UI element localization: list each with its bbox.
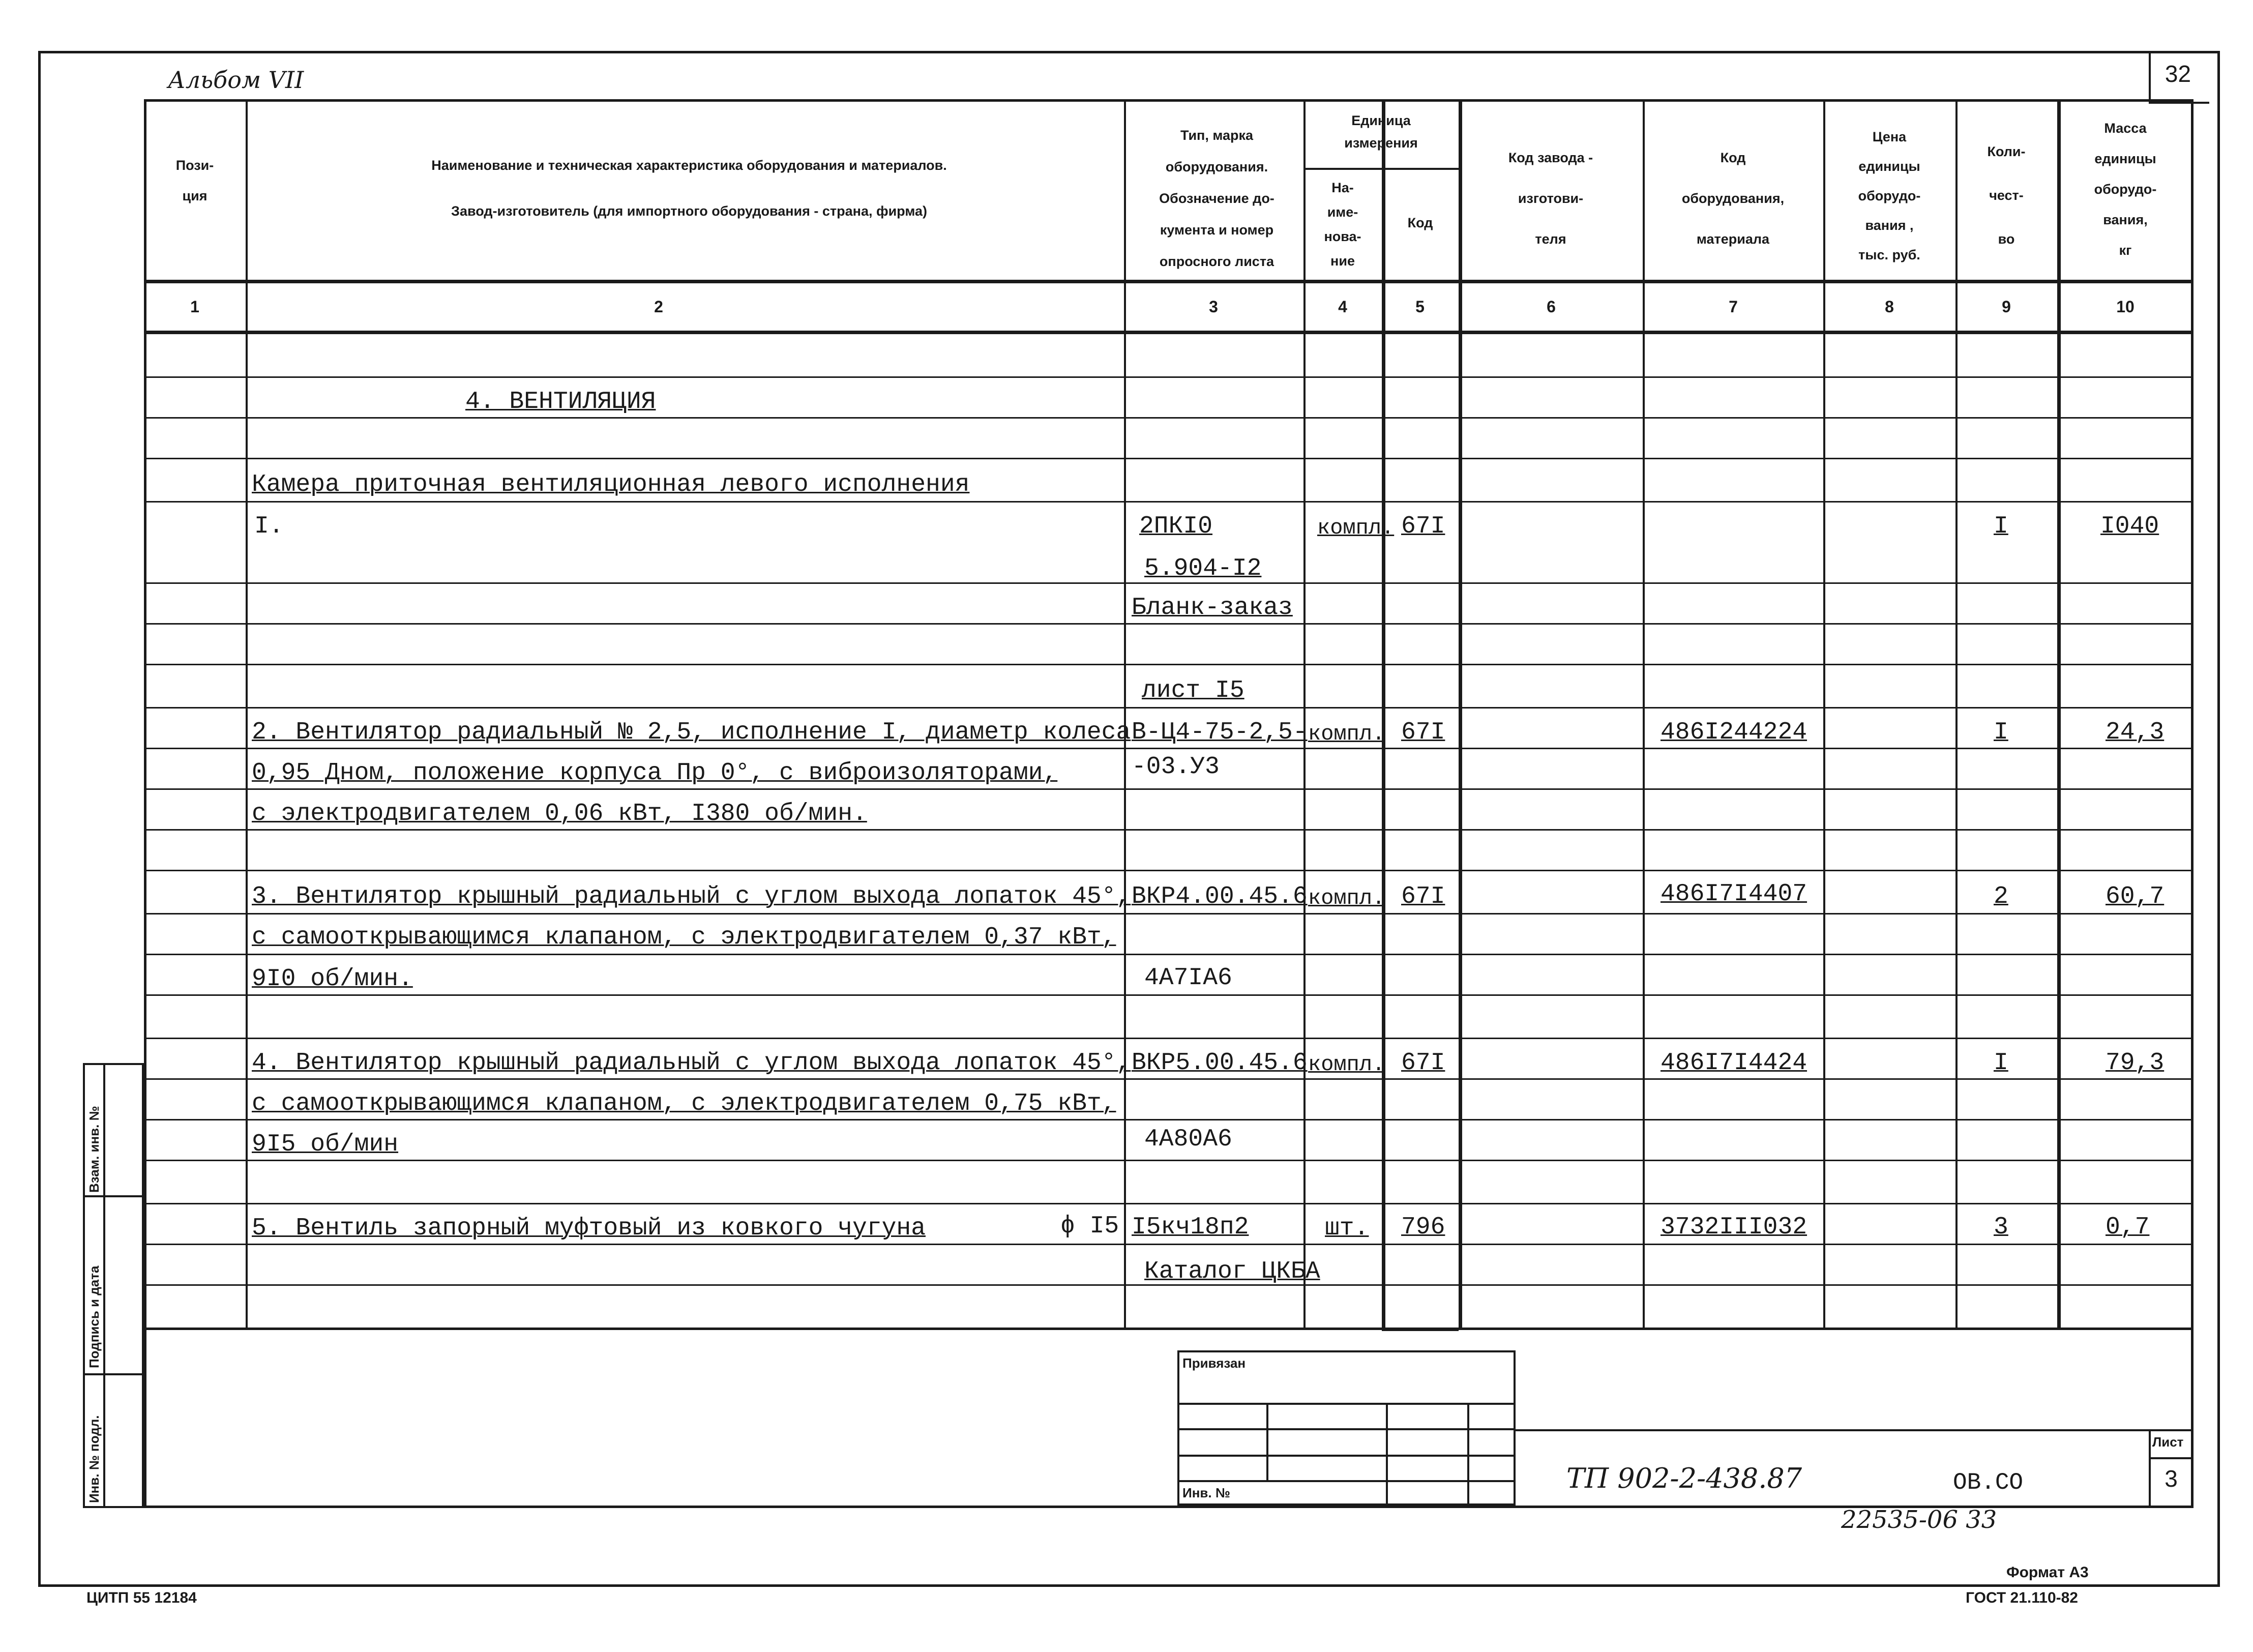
column-number-7: 7 (1729, 298, 1738, 316)
footer-left: ЦИТП 55 12184 (86, 1589, 197, 1606)
item-1-quantity: I (1994, 513, 2008, 540)
column-number-4: 4 (1338, 298, 1347, 316)
privyazan-label: Привязан (1182, 1355, 1246, 1371)
item-4-equipment-code: 486I7I4424 (1661, 1049, 1807, 1077)
column-number-8: 8 (1885, 298, 1894, 316)
item-5-quantity: 3 (1994, 1214, 2008, 1241)
item-1-name: Камера приточная вентиляционная левого исполнения (252, 471, 970, 498)
item-5-equipment-code: 3732III032 (1661, 1214, 1807, 1241)
column-number-5: 5 (1415, 298, 1425, 316)
column-number-9: 9 (2002, 298, 2011, 316)
header-unit-code: Код (1407, 215, 1433, 230)
item-4-unit: компл. (1308, 1052, 1385, 1077)
item-4-type-2: 4А80А6 (1144, 1126, 1232, 1153)
item-1-type-4: лист I5 (1142, 677, 1244, 704)
item-4-name-1: 4. Вентилятор крышный радиальный с углом выхода лопаток 45°, (252, 1049, 1131, 1077)
header-quantity: Коли- чест- во (1987, 144, 2026, 247)
item-2-quantity: I (1994, 719, 2008, 746)
item-4-name-2: с самооткрывающимся клапаном, с электродвигателем 0,75 кВт, (252, 1090, 1116, 1117)
item-1-unit: компл. (1317, 516, 1395, 540)
header-price: Цена единицы оборудо- вания , тыс. руб. (1858, 129, 1921, 262)
item-4-code: 67I (1401, 1049, 1445, 1077)
item-3-unit: компл. (1308, 886, 1385, 910)
item-3-type-2: 4А7IА6 (1144, 964, 1232, 992)
side-label-signature-date: Подпись и дата (86, 1265, 102, 1368)
item-3-name-1: 3. Вентилятор крышный радиальный с углом выхода лопаток 45°, (252, 883, 1131, 910)
document-suffix: ОВ.СО (1953, 1469, 2024, 1496)
item-2-equipment-code: 486I244224 (1661, 719, 1807, 746)
album-label: Альбом VII (168, 66, 304, 94)
list-label: Лист (2152, 1434, 2184, 1450)
item-1-type-1: 2ПКI0 (1139, 513, 1213, 540)
column-number-3: 3 (1209, 298, 1218, 316)
column-number-1: 1 (190, 298, 199, 316)
header-mass: Масса единицы оборудо- вания, кг (2094, 121, 2157, 258)
column-number-2: 2 (654, 298, 663, 316)
item-1-type-3: Бланк-заказ (1132, 594, 1293, 622)
list-number: 3 (2165, 1465, 2178, 1492)
item-2-code: 67I (1401, 719, 1445, 746)
column-number-10: 10 (2116, 298, 2135, 316)
item-2-name-3: с электродвигателем 0,06 кВт, I380 об/мин. (252, 800, 867, 828)
item-2-mass: 24,3 (2106, 719, 2165, 746)
item-3-name-3: 9I0 об/мин. (252, 965, 413, 993)
item-5-code: 796 (1401, 1214, 1445, 1241)
header-position: Пози- ция (175, 158, 214, 203)
side-label-original-inventory: Инв. № подл. (86, 1415, 102, 1503)
footer-format: Формат А3 (2006, 1564, 2089, 1581)
archive-number: 22535-06 33 (1841, 1506, 1997, 1534)
header-unit-group: Единица измерения (1344, 113, 1418, 151)
item-3-name-2: с самооткрывающимся клапаном, с электродвигателем 0,37 кВт, (252, 924, 1116, 951)
inventory-number-label: Инв. № (1182, 1485, 1230, 1500)
item-1-position: I. (254, 513, 284, 540)
item-4-quantity: I (1994, 1049, 2008, 1077)
item-1-type-2: 5.904-I2 (1144, 555, 1262, 582)
item-1-code: 67I (1401, 513, 1445, 540)
header-unit-name: На- име- нова- ние (1324, 180, 1361, 269)
item-2-unit: компл. (1308, 722, 1385, 746)
header-type: Тип, марка оборудования. Обозначение до- кумента и номер опросного листа (1159, 128, 1274, 269)
header-plant-code: Код завода - изготови- теля (1508, 150, 1593, 247)
footer-gost: ГОСТ 21.110-82 (1966, 1589, 2078, 1606)
item-5-nominal-diameter: ϕ I5 (1060, 1213, 1119, 1240)
item-2-name-1: 2. Вентилятор радиальный № 2,5, исполнение I, диаметр колеса (252, 719, 1131, 746)
item-3-code: 67I (1401, 883, 1445, 910)
header-name: Наименование и техническая характеристика оборудования и материалов. Завод-изготовитель (для импортного оборудования - страна, фирма) (431, 158, 947, 219)
item-5-type-1: I5кч18п2 (1132, 1214, 1249, 1241)
side-label-replace-inventory: Взам. инв. № (86, 1106, 102, 1193)
item-3-type-1: ВКР4.00.45.6 (1132, 883, 1308, 910)
document-code: ТП 902-2-438.87 (1566, 1462, 1802, 1494)
item-5-mass: 0,7 (2106, 1214, 2150, 1241)
item-3-equipment-code: 486I7I4407 (1661, 880, 1807, 908)
item-2-type-2: -03.У3 (1132, 753, 1220, 781)
item-3-mass: 60,7 (2106, 883, 2165, 910)
column-number-6: 6 (1547, 298, 1556, 316)
item-4-name-3: 9I5 об/мин (252, 1131, 399, 1158)
item-4-type-1: ВКР5.00.45.6 (1132, 1049, 1308, 1077)
item-5-unit: шт. (1325, 1215, 1369, 1242)
header-equipment-code: Код оборудования, материала (1681, 150, 1785, 247)
item-2-type-1: В-Ц4-75-2,5- (1132, 719, 1308, 746)
item-5-type-2: Каталог ЦКБА (1144, 1258, 1320, 1285)
item-4-mass: 79,3 (2106, 1049, 2165, 1077)
item-3-quantity: 2 (1994, 883, 2008, 910)
item-2-name-2: 0,95 Дном, положение корпуса Пр 0°, с виброизоляторами, (252, 759, 1058, 787)
item-1-mass: I040 (2100, 513, 2159, 540)
section-title: 4. ВЕНТИЛЯЦИЯ (465, 388, 656, 416)
title-block (144, 1330, 2193, 1508)
item-5-name: 5. Вентиль запорный муфтовый из ковкого чугуна (252, 1215, 926, 1242)
page-number: 32 (2165, 61, 2191, 87)
